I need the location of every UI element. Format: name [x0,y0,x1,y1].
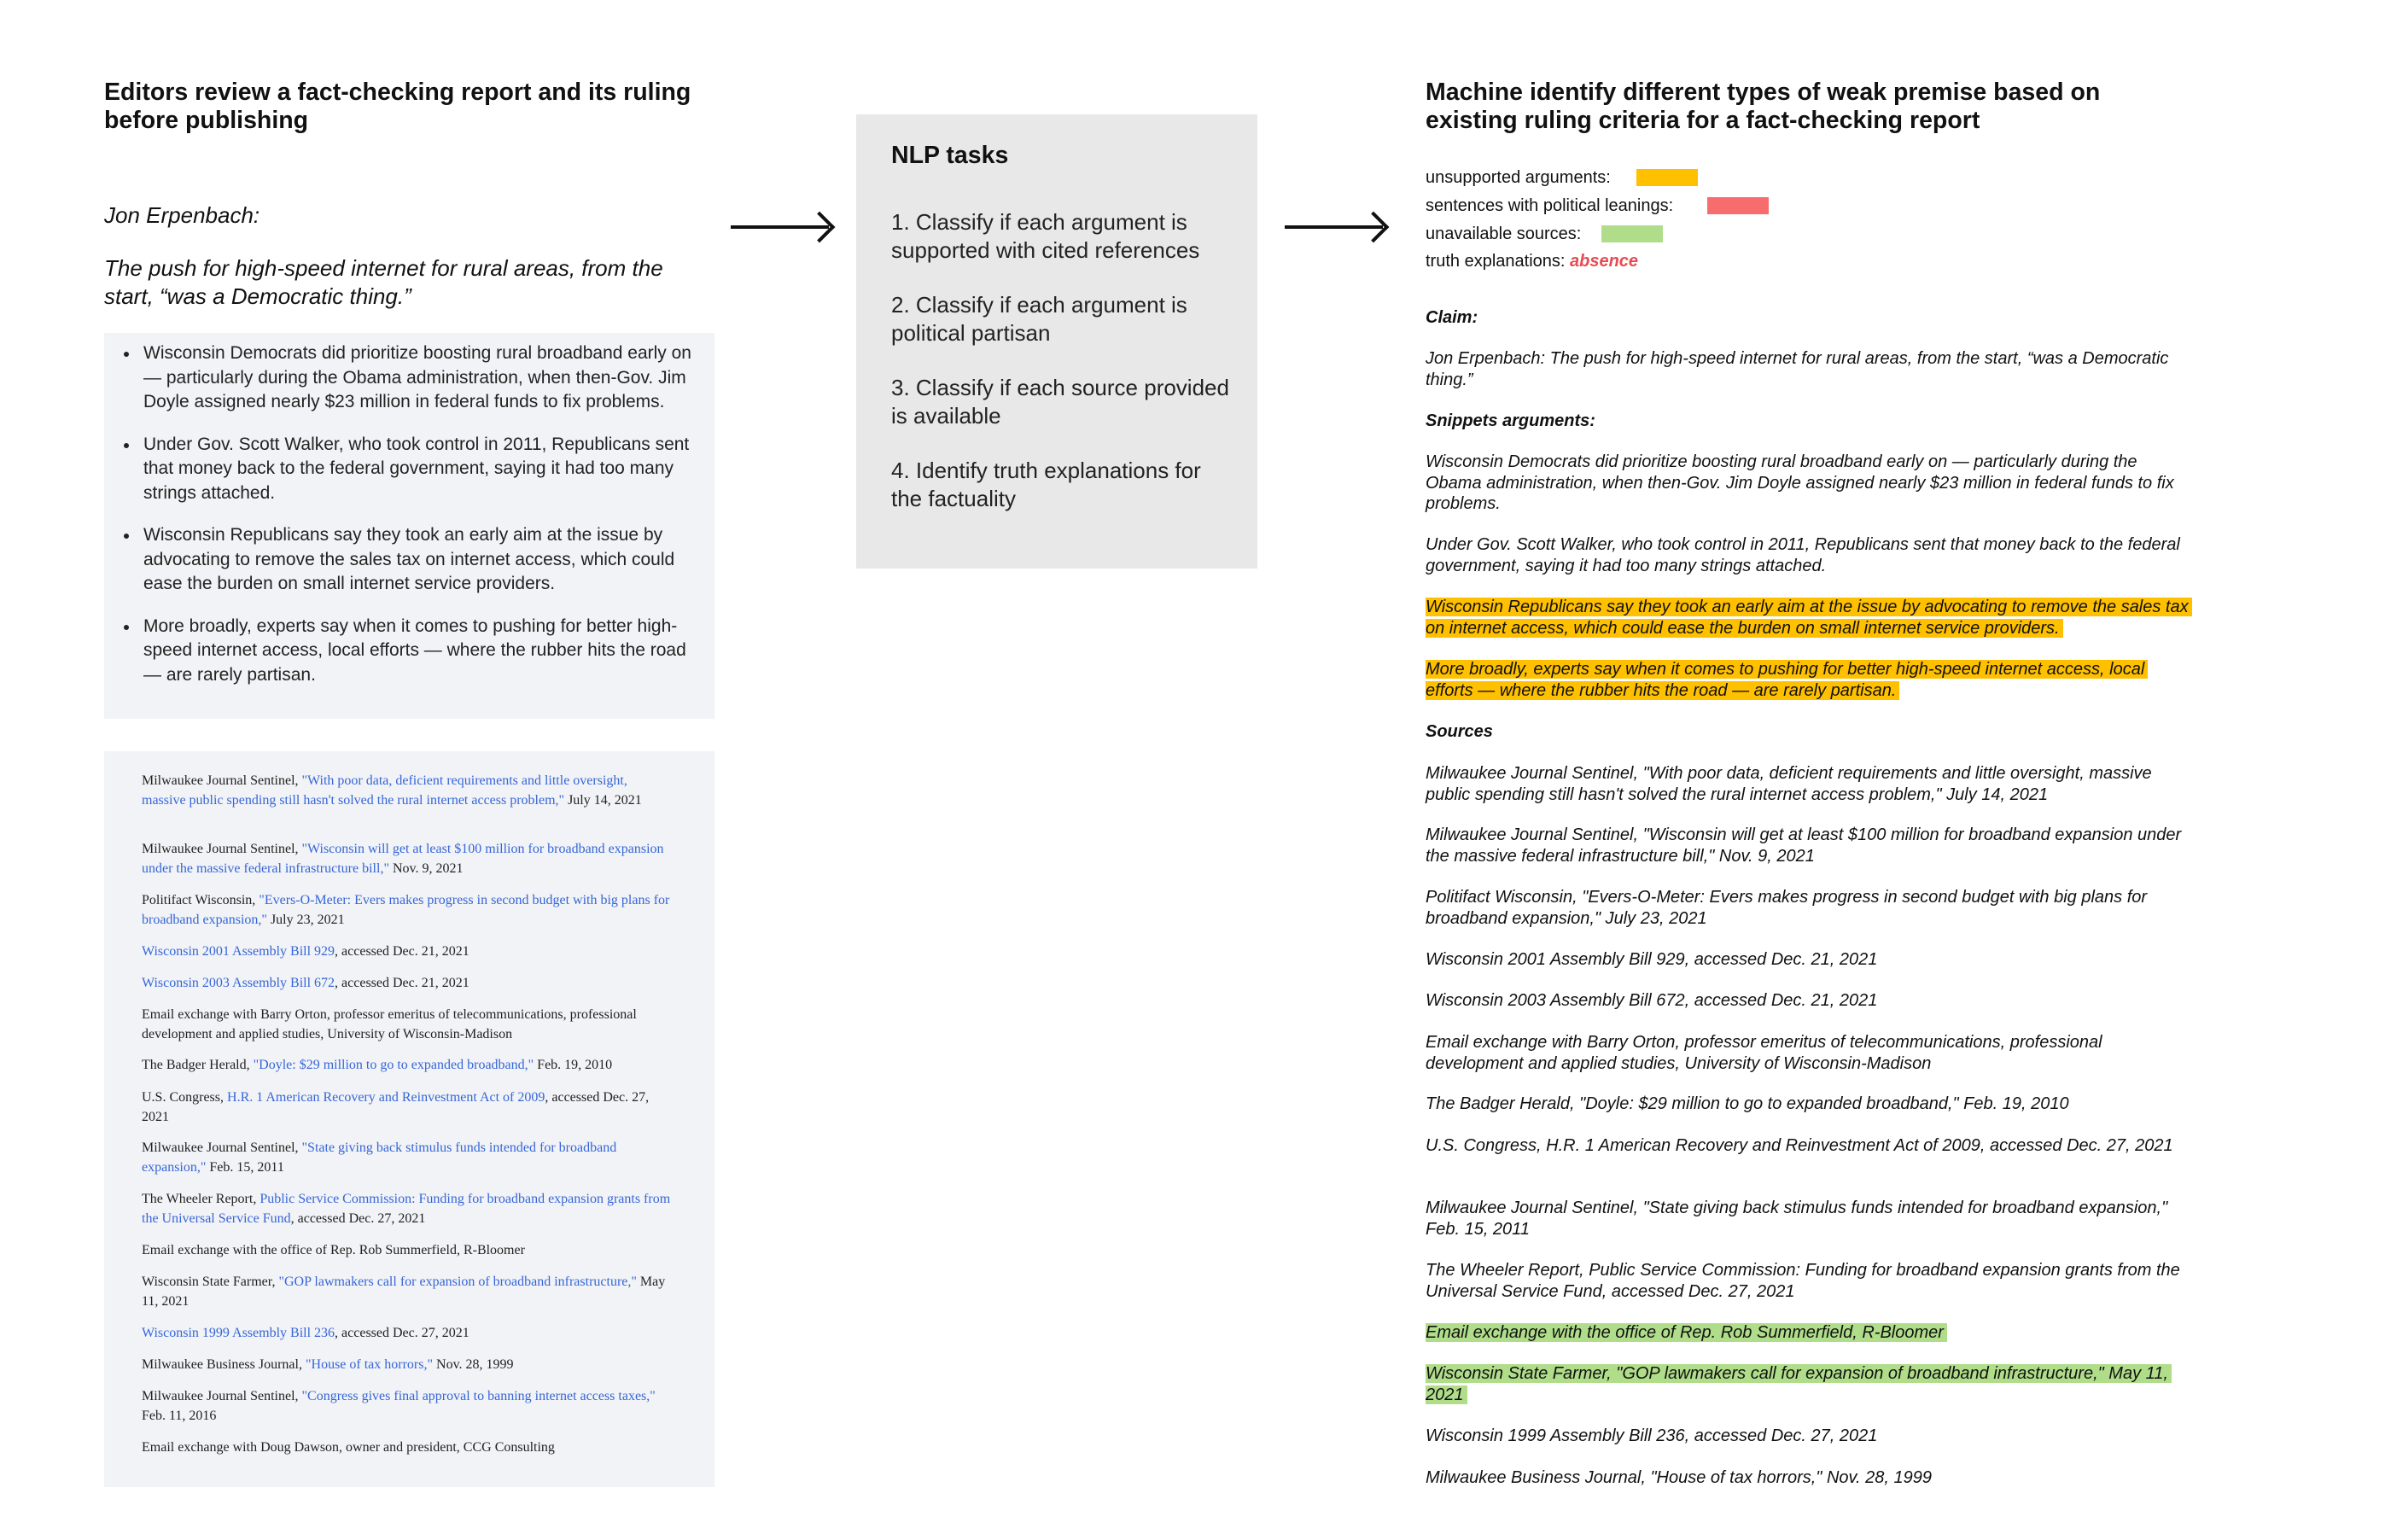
legend-swatch-unsupported [1636,169,1698,186]
source-entry: U.S. Congress, H.R. 1 American Recovery and Reinvestment Act of 2009, accessed Dec. 27, 2021 [142,1090,650,1124]
argument-bullet: Under Gov. Scott Walker, who took control in 2011, Republicans sent that money back to the federal government, saying it had too many strings attached. [143,433,698,506]
source-entry: Milwaukee Journal Sentinel, "With poor data, deficient requirements and little oversight, massive public spending still hasn't solved the rural internet access problem," July 14, 2021 [142,773,642,808]
sources-panel [104,751,714,1487]
source-link[interactable]: Public Service Commission: Funding for broadband expansion grants from the Universal Service Fund [142,1192,671,1226]
source-link[interactable]: "Doyle: $29 million to go to expanded broadband," [253,1058,534,1072]
unavailable-highlight: Wisconsin State Farmer, "GOP lawmakers call for expansion of broadband infrastructure," May 11, 2021 [1426,1364,2172,1404]
source-entry: Email exchange with Doug Dawson, owner and president, CCG Consulting [142,1440,555,1455]
source-line: Milwaukee Journal Sentinel, "State giving back stimulus funds intended for broadband expansion," Feb. 15, 2011 [1426,1199,2168,1239]
nlp-task-item: 2. Classify if each argument is political partisan [891,292,1187,346]
source-link[interactable]: H.R. 1 American Recovery and Reinvestment Act of 2009 [227,1090,545,1105]
snippet-argument-unsupported [1426,597,2194,639]
source-line: Email exchange with Barry Orton, professor emeritus of telecommunications, professional development and applied studies, University of Wisconsin-Madison [1426,1033,2102,1073]
source-entry: Milwaukee Journal Sentinel, "Wisconsin will get at least $100 million for broadband expansion under the massive federal infrastructure bill," Nov. 9, 2021 [142,842,664,876]
sources-heading: Sources [1426,722,1493,741]
source-entry: Email exchange with Barry Orton, professor emeritus of telecommunications, professional development and applied studies, University of Wisconsin-Madison [142,1007,637,1041]
claim-sentence: Jon Erpenbach: The push for high-speed internet for rural areas, from the start, “was a Democratic thing.” [1426,349,2169,389]
argument-bullet: More broadly, experts say when it comes to pushing for better high-speed internet access, local efforts — where the rubber hits the road — are rarely partisan. [143,615,698,688]
source-line: The Wheeler Report, Public Service Commission: Funding for broadband expansion grants from the Universal Service Fund, accessed Dec. 27, 2021 [1426,1261,2180,1301]
legend-truth-label: truth explanations: [1426,252,1566,271]
claimant-name: Jon Erpenbach: [104,202,260,228]
legend-swatch-political [1707,197,1769,214]
argument-bullet: Wisconsin Republicans say they took an early aim at the issue by advocating to remove the sales tax on internet access, which could ease the burden on small internet service providers. [143,523,698,597]
argument-bullet: Wisconsin Democrats did prioritize boosting rural broadband early on — particularly during the Obama administration, when then-Gov. Jim Doyle assigned nearly $23 million in federal funds to fix problems. [143,341,698,415]
legend-absence-marker: absence [1570,252,1639,271]
source-link[interactable]: "Congress gives final approval to banning internet access taxes," [301,1389,656,1403]
argument-bullets-panel [104,333,714,719]
left-column-title: Editors review a fact-checking report and its ruling before publishing [104,79,691,134]
nlp-tasks-box [856,114,1257,569]
legend-truth-row [1426,251,1638,271]
source-entry: Wisconsin 2001 Assembly Bill 929, accessed Dec. 21, 2021 [142,944,469,959]
source-entry: Wisconsin 1999 Assembly Bill 236, accessed Dec. 27, 2021 [142,1326,469,1340]
source-link[interactable]: "House of tax horrors," [305,1357,434,1372]
source-link[interactable]: Wisconsin 2001 Assembly Bill 929 [142,944,335,959]
arrow-right-icon [1285,225,1383,229]
source-entry: Milwaukee Business Journal, "House of tax horrors," Nov. 28, 1999 [142,1357,514,1372]
source-entry: Email exchange with the office of Rep. Rob Summerfield, R-Bloomer [142,1243,525,1257]
source-line: Wisconsin 2003 Assembly Bill 672, accessed Dec. 21, 2021 [1426,991,1878,1010]
source-line-unavailable [1426,1322,2194,1344]
source-entry: Politifact Wisconsin, "Evers-O-Meter: Evers makes progress in second budget with big plans for broadband expansion," July 23, 2021 [142,893,670,927]
argument-bullet-list [143,341,698,705]
unsupported-highlight: Wisconsin Republicans say they took an early aim at the issue by advocating to remove the sales tax on internet access, which could ease the burden on small internet service providers. [1426,598,2192,638]
source-link[interactable]: "With poor data, deficient requirements and little oversight, massive public spending still hasn't solved the rural internet access problem," [142,773,627,808]
source-link[interactable]: "Wisconsin will get at least $100 million for broadband expansion under the massive federal infrastructure bill," [142,842,664,876]
source-line: U.S. Congress, H.R. 1 American Recovery and Reinvestment Act of 2009, accessed Dec. 27, 2021 [1426,1136,2173,1155]
legend-swatch-unavailable [1601,225,1663,242]
nlp-tasks-title: NLP tasks [891,142,1009,169]
nlp-task-item: 1. Classify if each argument is supported with cited references [891,209,1200,263]
source-line: Politifact Wisconsin, "Evers-O-Meter: Evers makes progress in second budget with big plans for broadband expansion," July 23, 2021 [1426,888,2148,928]
source-line: The Badger Herald, "Doyle: $29 million to go to expanded broadband," Feb. 19, 2010 [1426,1094,2069,1113]
source-line: Milwaukee Business Journal, "House of tax horrors," Nov. 28, 1999 [1426,1468,1933,1487]
arrow-right-icon [731,225,829,229]
source-link[interactable]: Wisconsin 1999 Assembly Bill 236 [142,1326,335,1340]
legend-unavailable-label: unavailable sources: [1426,225,1582,243]
source-line: Milwaukee Journal Sentinel, "Wisconsin will get at least $100 million for broadband expansion under the massive federal infrastructure bill," Nov. 9, 2021 [1426,825,2182,866]
source-entry: Wisconsin 2003 Assembly Bill 672, accessed Dec. 21, 2021 [142,976,469,990]
source-entry: Wisconsin State Farmer, "GOP lawmakers call for expansion of broadband infrastructure," May 11, 2021 [142,1275,666,1309]
source-link[interactable]: "GOP lawmakers call for expansion of broadband infrastructure," [278,1275,637,1289]
legend-unsupported-label: unsupported arguments: [1426,168,1611,187]
snippet-argument: Wisconsin Democrats did prioritize boosting rural broadband early on — particularly during the Obama administration, when then-Gov. Jim Doyle assigned nearly $23 million in federal funds to fix problems. [1426,452,2174,513]
unavailable-highlight: Email exchange with the office of Rep. Rob Summerfield, R-Bloomer [1426,1323,1947,1342]
legend-political-label: sentences with political leanings: [1426,196,1674,215]
nlp-task-item: 4. Identify truth explanations for the factuality [891,458,1201,511]
claim-text: The push for high-speed internet for rural areas, from the start, “was a Democratic thing.” [104,255,663,309]
source-entry: Milwaukee Journal Sentinel, "State giving back stimulus funds intended for broadband expansion," Feb. 15, 2011 [142,1140,617,1175]
unsupported-highlight: More broadly, experts say when it comes to pushing for better high-speed internet access, local efforts — where the rubber hits the road — are rarely partisan. [1426,660,2148,700]
source-entry: The Wheeler Report, Public Service Commission: Funding for broadband expansion grants from the Universal Service Fund, accessed Dec. 27, 2021 [142,1192,671,1226]
snippet-argument: Under Gov. Scott Walker, who took control in 2011, Republicans sent that money back to the federal government, saying it had too many strings attached. [1426,535,2180,575]
source-entry: The Badger Herald, "Doyle: $29 million to go to expanded broadband," Feb. 19, 2010 [142,1058,613,1072]
source-line: Milwaukee Journal Sentinel, "With poor data, deficient requirements and little oversight, massive public spending still hasn't solved the rural internet access problem," July 14, 2021 [1426,764,2152,804]
source-entry: Milwaukee Journal Sentinel, "Congress gives final approval to banning internet access taxes," Feb. 11, 2016 [142,1389,656,1423]
source-line: Wisconsin 1999 Assembly Bill 236, accessed Dec. 27, 2021 [1426,1426,1878,1445]
source-line-unavailable [1426,1363,2194,1405]
snippets-heading: Snippets arguments: [1426,411,1595,430]
source-line: Wisconsin 2001 Assembly Bill 929, accessed Dec. 21, 2021 [1426,950,1878,969]
snippet-argument-unsupported [1426,659,2194,701]
right-column-title: Machine identify different types of weak premise based on existing ruling criteria for a fact-checking report [1426,79,2101,134]
source-link[interactable]: "State giving back stimulus funds intended for broadband expansion," [142,1140,617,1175]
nlp-task-item: 3. Classify if each source provided is available [891,375,1229,429]
source-link[interactable]: "Evers-O-Meter: Evers makes progress in second budget with big plans for broadband expansion," [142,893,670,927]
source-link[interactable]: Wisconsin 2003 Assembly Bill 672 [142,976,335,990]
claim-heading: Claim: [1426,308,1478,327]
